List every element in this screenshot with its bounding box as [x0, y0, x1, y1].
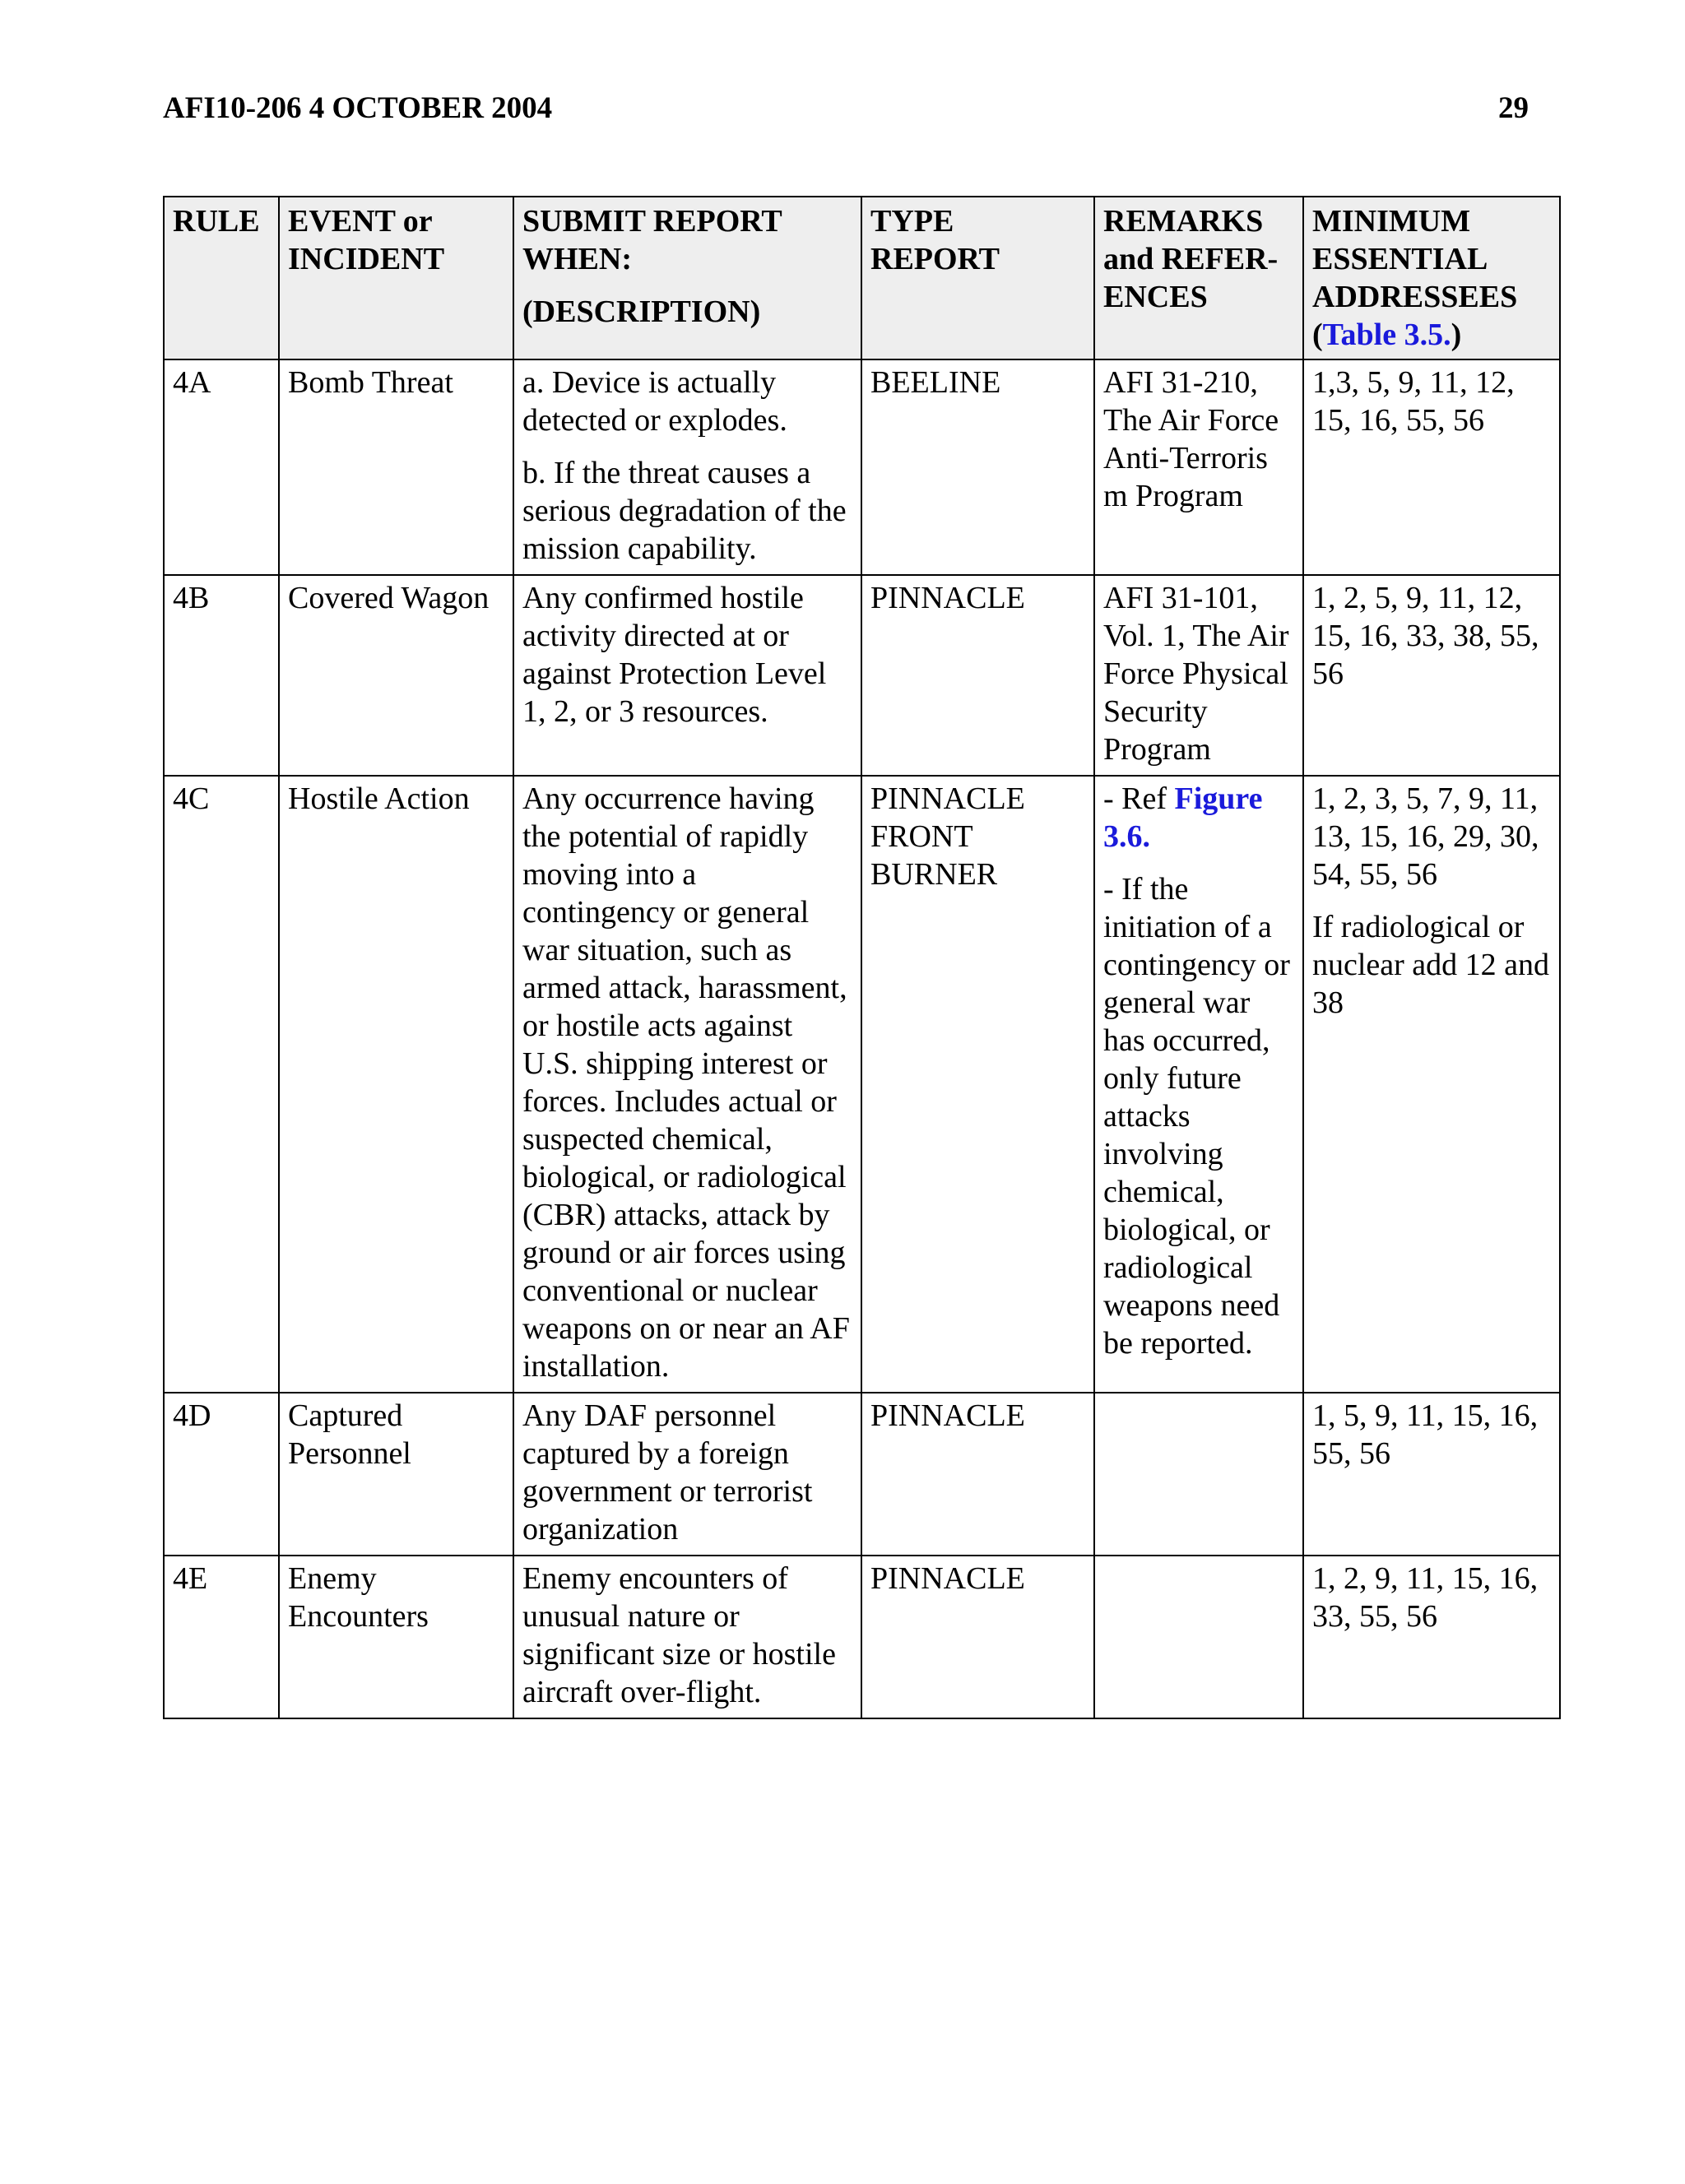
header-text: ADDRESSEES [1312, 280, 1518, 314]
cell-type-report [861, 776, 1094, 1393]
cell-event: Captured Personnel [279, 1393, 513, 1556]
header-text: SUBMIT REPORT [522, 204, 782, 239]
cell-remarks: AFI 31-210, The Air Force Anti-Terroris m Program [1094, 359, 1303, 575]
cell-rule: 4D [164, 1393, 279, 1556]
header-text: MINIMUM [1312, 204, 1471, 239]
cell-submit-when [513, 359, 861, 575]
cell-remarks [1094, 1556, 1303, 1718]
cell-event: Enemy Encounters [279, 1556, 513, 1718]
cell-rule: 4A [164, 359, 279, 575]
header-text: REPORT [870, 242, 1000, 276]
table-row [164, 359, 1560, 575]
cell-addressees: 1,3, 5, 9, 11, 12, 15, 16, 55, 56 [1303, 359, 1560, 575]
cell-submit-when: Any DAF personnel captured by a foreign government or terrorist organization [513, 1393, 861, 1556]
description-item-a: a. Device is actually detected or explodes. [522, 365, 787, 438]
table-row [164, 575, 1560, 776]
header-text [1312, 316, 1551, 354]
type-line: FRONT [870, 819, 973, 854]
page-header [163, 90, 1529, 132]
column-header-event [279, 197, 513, 359]
type-line: PINNACLE [870, 781, 1025, 816]
cell-remarks [1094, 776, 1303, 1393]
cell-remarks: AFI 31-101, Vol. 1, The Air Force Physical Security Program [1094, 575, 1303, 776]
cell-type-report: BEELINE [861, 359, 1094, 575]
header-text: and REFER- [1103, 242, 1279, 276]
table-3-5-link[interactable]: Table 3.5. [1322, 318, 1451, 352]
header-text: REMARKS [1103, 204, 1264, 239]
figure-3-6-link[interactable]: Figure 3.6. [1103, 781, 1263, 854]
addressees-list: 1, 2, 3, 5, 7, 9, 11, 13, 15, 16, 29, 30, 54, 55, 56 [1312, 781, 1539, 892]
table-header-row [164, 197, 1560, 359]
table-row [164, 1393, 1560, 1556]
table-row [164, 1556, 1560, 1718]
header-text: ENCES [1103, 280, 1208, 314]
cell-type-report: PINNACLE [861, 575, 1094, 776]
column-header-remarks [1094, 197, 1303, 359]
cell-rule: 4B [164, 575, 279, 776]
type-line: BURNER [870, 857, 998, 892]
header-text: (DESCRIPTION) [522, 294, 761, 329]
header-text: RULE [173, 204, 260, 239]
document-id: AFI10-206 4 OCTOBER 2004 [163, 91, 553, 125]
remarks-ref [1103, 780, 1294, 856]
cell-rule: 4C [164, 776, 279, 1393]
cell-submit-when: Any confirmed hostile activity directed at or against Protection Level 1, 2, or 3 resources. [513, 575, 861, 776]
addressees-note: If radiological or nuclear add 12 and 38 [1312, 910, 1550, 1020]
cell-remarks [1094, 1393, 1303, 1556]
column-header-rule [164, 197, 279, 359]
reporting-rules-table [163, 196, 1561, 1719]
paren-close: ) [1451, 318, 1462, 352]
cell-type-report: PINNACLE [861, 1393, 1094, 1556]
page-number: 29 [1498, 91, 1529, 125]
column-header-submit-report [513, 197, 861, 359]
cell-rule: 4E [164, 1556, 279, 1718]
header-text: TYPE [870, 204, 954, 239]
cell-addressees: 1, 2, 5, 9, 11, 12, 15, 16, 33, 38, 55, 56 [1303, 575, 1560, 776]
column-header-type-report [861, 197, 1094, 359]
header-text: INCIDENT [288, 242, 445, 276]
header-text: EVENT or [288, 204, 433, 239]
header-text: WHEN: [522, 242, 632, 276]
remarks-note: - If the initiation of a contingency or general war has occurred, only future attacks involving chemical, biological, or radiological weapons need be reported. [1103, 872, 1290, 1361]
cell-addressees: 1, 5, 9, 11, 15, 16, 55, 56 [1303, 1393, 1560, 1556]
remarks-ref-prefix: - Ref [1103, 781, 1175, 816]
table-row [164, 776, 1560, 1393]
paren-open: ( [1312, 318, 1323, 352]
header-text: ESSENTIAL [1312, 242, 1488, 276]
cell-event: Covered Wagon [279, 575, 513, 776]
cell-type-report: PINNACLE [861, 1556, 1094, 1718]
cell-event: Hostile Action [279, 776, 513, 1393]
column-header-addressees [1303, 197, 1560, 359]
cell-addressees: 1, 2, 9, 11, 15, 16, 33, 55, 56 [1303, 1556, 1560, 1718]
cell-event: Bomb Threat [279, 359, 513, 575]
cell-addressees [1303, 776, 1560, 1393]
cell-submit-when: Enemy encounters of unusual nature or significant size or hostile aircraft over-flight. [513, 1556, 861, 1718]
cell-submit-when: Any occurrence having the potential of rapidly moving into a contingency or general war situation, such as armed attack, harassment, or hostile acts against U.S. shipping interest or forces. Includes actual or suspected chemical, biological, or radiological (CBR) attacks, attack by ground or air forces using conventional or nuclear weapons on or near an AF installation. [513, 776, 861, 1393]
description-item-b: b. If the threat causes a serious degradation of the mission capability. [522, 456, 847, 566]
